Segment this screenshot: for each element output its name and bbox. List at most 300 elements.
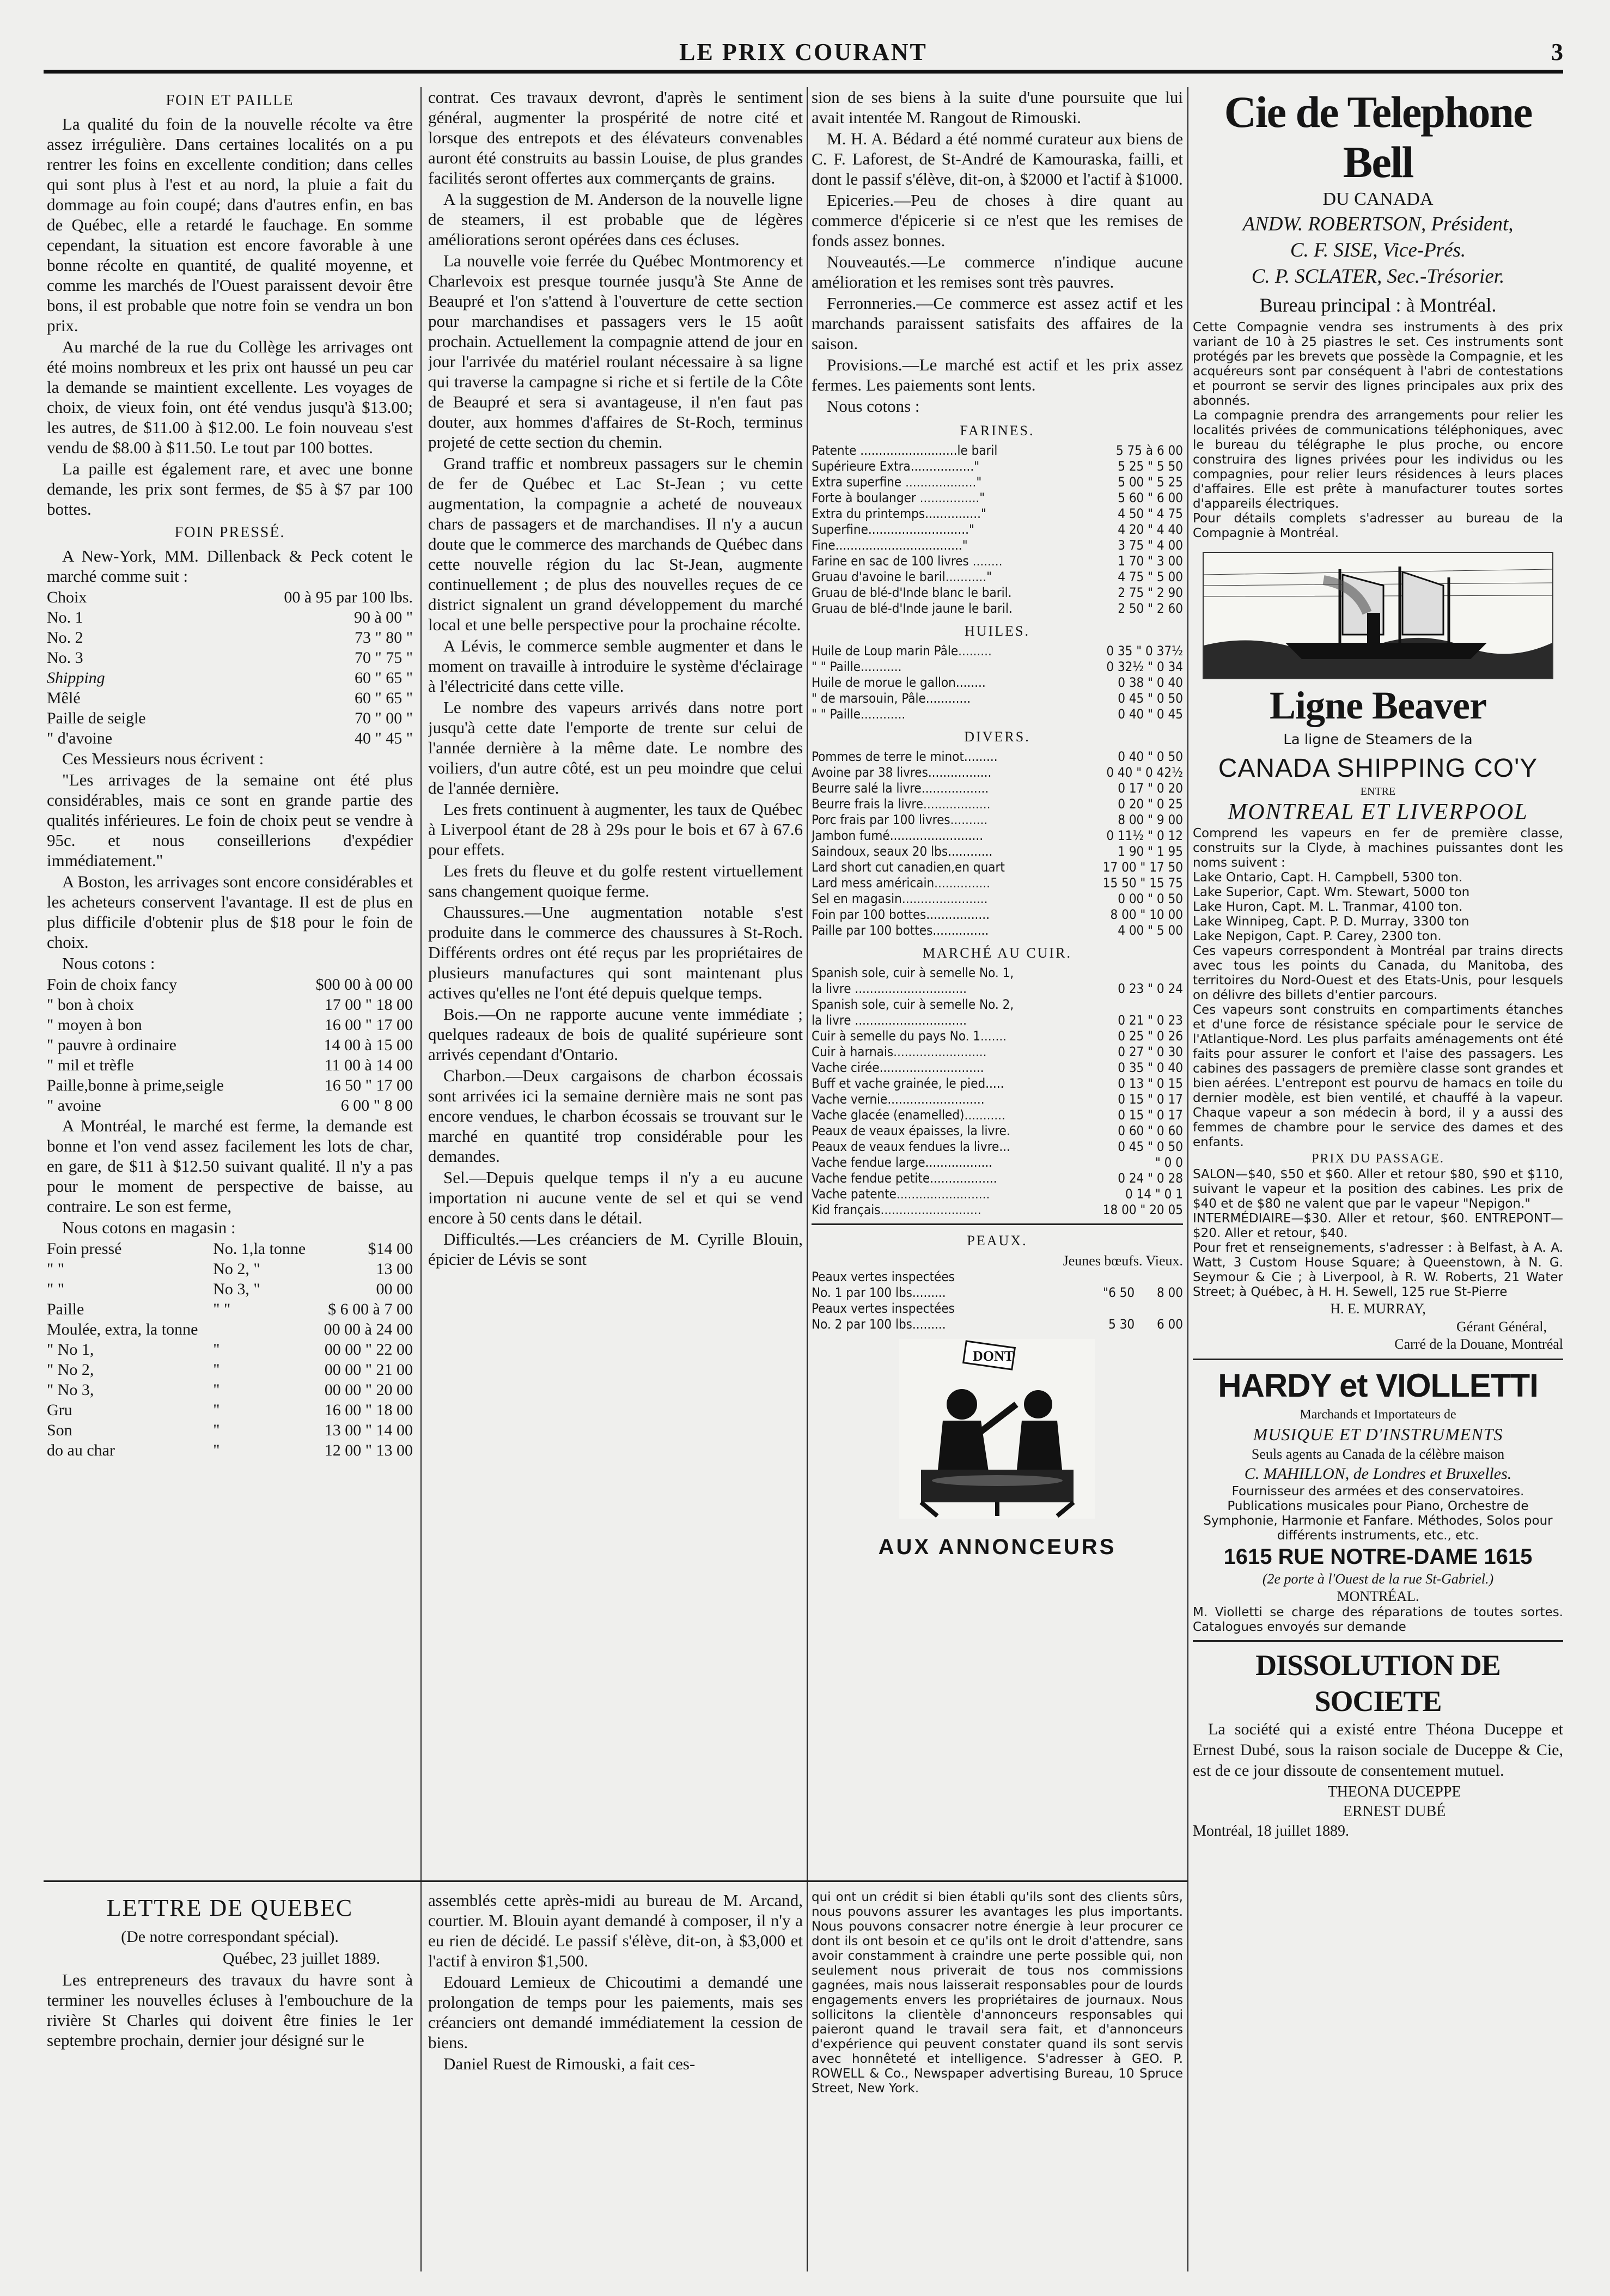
- paragraph: Daniel Ruest de Rimouski, a fait ces-: [443, 2054, 696, 2073]
- paragraph: A New-York, MM. Dillenback & Peck cotent le marché comme suit :: [47, 546, 413, 586]
- table-cell: Avoine par 38 livres.................: [812, 765, 992, 780]
- table-cell: 0 20 " 0 25: [1118, 796, 1183, 812]
- ship-list-item: Lake Nepigon, Capt. P. Carey, 2300 ton.: [1193, 929, 1442, 943]
- section-heading: PRIX DU PASSAGE.: [1312, 1152, 1444, 1166]
- table-cell: 16 00 " 18 00: [324, 1401, 413, 1419]
- table-cell: Huile de morue le gallon........: [812, 675, 986, 690]
- table-row: [812, 1092, 1183, 1107]
- paragraph: A Montréal, le marché est ferme, la demande est bonne et l'on vend assez facilement les lots de char, en gare, de $11 à $12.50 suivant qualité. Il n'y a pas pour le moment de perspective de baisse, au contraire. Le son est ferme,: [47, 1116, 413, 1216]
- paragraph: "Les arrivages de la semaine ont été plus considérables, mais ce sont en grande partie des qualités inférieures. Le foin de choix peut se vendre à 95c. et nous conseillerions d'expédier immédiatement.": [47, 770, 413, 870]
- table-cell: Porc frais par 100 livres..........: [812, 812, 988, 827]
- table-cell: Cuir à semelle du pays No. 1.......: [812, 1028, 1007, 1044]
- ship-list-item: Lake Superior, Capt. Wm. Stewart, 5000 ton: [1193, 885, 1470, 899]
- table-cell: [1076, 1269, 1135, 1285]
- paragraph: M. H. A. Bédard a été nommé curateur aux biens de C. F. Laforest, de St-André de Kamouraska, failli, et dont le passif s'élève, dit-on, à $2000 et l'actif à $1000.: [812, 129, 1183, 188]
- paragraph: Nouveautés.—Le commerce n'indique aucune amélioration et les remises sont très pauvres.: [812, 252, 1183, 291]
- table-cell: 3 75 " 4 00: [1118, 538, 1183, 553]
- table-cell: Vache cirée............................: [812, 1060, 984, 1075]
- lettre-subtitle: (De notre correspondant spécial).: [121, 1928, 339, 1946]
- table-cell: 0 17 " 0 20: [1118, 781, 1183, 796]
- hardy-porte: (2e porte à l'Ouest de la rue St-Gabriel.): [1262, 1571, 1494, 1587]
- table-cell: 2 75 " 2 90: [1118, 585, 1183, 600]
- table-cell: [1135, 1269, 1183, 1285]
- table-row: [812, 812, 1183, 828]
- table-cell: Huile de Loup marin Pâle.........: [812, 643, 992, 659]
- section-heading: HUILES.: [965, 623, 1030, 639]
- paragraph: Nous cotons en magasin :: [62, 1218, 236, 1237]
- table-row: [47, 587, 413, 607]
- paragraph: La qualité du foin de la nouvelle récolte va être assez irrégulière. Dans certaines localités on a pu rentrer les foins en excellente condition; dans celles qui sont plus à l'est et au nord, la pluie a fait du dommage au foin coupé; dans d'autres enfin, en bas de Québec, elle a retardé le fauchage. En somme cependant, la situation est encore favorable à une bonne récolte en quantité, de qualité moyenne, et comme les marchés de l'Ouest paraissent devoir être bons, il est probable que notre foin se vendra un bon prix.: [47, 114, 413, 335]
- price-table-farines: [812, 443, 1183, 617]
- hardy-subtitle: MUSIQUE ET D'INSTRUMENTS: [1253, 1424, 1503, 1444]
- table-row: [812, 844, 1183, 860]
- table-cell: ": [213, 1341, 220, 1359]
- table-row: [812, 538, 1183, 553]
- table-cell: Peaux vertes inspectées: [812, 1301, 955, 1316]
- table-cell: Vache glacée (enamelled)...........: [812, 1107, 1005, 1123]
- table-cell: Mêlé: [47, 689, 81, 707]
- bell-telephone-title: Cie de Telephone Bell: [1224, 87, 1532, 187]
- column-foin-et-paille: [47, 87, 413, 1857]
- table-cell: Peaux de veaux épaisses, la livre.: [812, 1123, 1010, 1138]
- table-row: [812, 875, 1183, 891]
- officer-line: C. P. SCLATER, Sec.-Trésorier.: [1251, 265, 1505, 288]
- table-cell: [1076, 1301, 1135, 1317]
- table-row: [47, 1339, 413, 1360]
- table-cell: Spanish sole, cuir à semelle No. 1,: [812, 965, 1014, 980]
- lettre-date: Québec, 23 juillet 1889.: [222, 1950, 380, 1968]
- table-cell: [1135, 1301, 1183, 1317]
- table-cell: " ": [47, 1260, 64, 1278]
- table-cell: No. 1: [47, 608, 83, 626]
- officer-line: ANDW. ROBERTSON, Président,: [1242, 213, 1514, 235]
- table-cell: 6 00 " 8 00: [340, 1097, 413, 1114]
- table-cell: [1077, 997, 1183, 1013]
- table-cell: 0 35 " 0 37½: [1106, 643, 1183, 659]
- bureau-line: Bureau principal : à Montréal.: [1259, 294, 1497, 316]
- table-cell: Farine en sac de 100 livres ........: [812, 553, 1003, 569]
- table-cell: Forte à boulanger ................": [812, 490, 985, 506]
- table-cell: Paille de seigle: [47, 709, 146, 727]
- table-row: [47, 1015, 413, 1035]
- annonceurs-heading: AUX ANNONCEURS: [878, 1535, 1117, 1559]
- table-cell: 0 00 " 0 50: [1118, 891, 1183, 906]
- table-cell: 0 40 " 0 45: [1118, 707, 1183, 722]
- table-row: [812, 506, 1183, 522]
- table-cell: Patente ..........................le baril: [812, 443, 998, 458]
- table-cell: Vache patente.........................: [812, 1186, 990, 1202]
- table-cell: 8 00 " 10 00: [1110, 907, 1183, 922]
- table-row: [812, 1285, 1183, 1301]
- table-cell: ": [213, 1441, 220, 1459]
- paragraph: Cette Compagnie vendra ses instruments à des prix variant de 10 à 25 piastres le set. Ces instruments sont protégés par les brevets que possède la Compagnie, et les acquéreurs sont par conséquent à l'abri de contestations et pourront se servir des lignes principales aux prix des abonnés.: [1193, 320, 1563, 408]
- table-cell: 0 24 " 0 28: [1118, 1171, 1183, 1186]
- table-cell: " avoine: [47, 1097, 101, 1114]
- table-cell: " " Paille...........: [812, 659, 902, 674]
- table-row: [47, 1380, 413, 1400]
- table-row: [47, 728, 413, 748]
- column-commerce-news: [428, 87, 803, 1857]
- table-cell: Foin par 100 bottes.................: [812, 907, 990, 922]
- table-row: [47, 648, 413, 668]
- table-cell: 4 00 " 5 00: [1118, 923, 1183, 938]
- table-cell: 60 " 65 ": [355, 669, 413, 687]
- table-row: [812, 1060, 1183, 1076]
- paragraph: La nouvelle voie ferrée du Québec Montmorency et Charlevoix est presque tournée jusqu'à Ste Anne de Beaupré et l'on s'attend à l'ouverture de cette section pour marchandises et passagers vers le 15 août prochain. Actuellement la compagnie attend de jour en jour l'arrivée du matériel roulant nécessaire à sa ligne qui traverse la campagne si riche et si fertile de la Côte de Beaupré et sera si avantageuse, il n'en faut pas douter, aux hommes d'affaires de St-Roch, terminus projeté de cette section du chemin.: [428, 251, 803, 452]
- table-cell: Foin pressé: [47, 1240, 122, 1258]
- entre-label: ENTRE: [1360, 785, 1396, 797]
- table-row: [812, 749, 1183, 765]
- table-cell: No 3, ": [213, 1280, 260, 1298]
- table-cell: 4 75 " 5 00: [1118, 569, 1183, 584]
- table-row: [47, 1440, 413, 1460]
- table-row: [812, 997, 1183, 1013]
- table-row: [812, 765, 1183, 781]
- table-cell: 0 45 " 0 50: [1118, 1139, 1183, 1154]
- paragraph: Sel.—Depuis quelque temps il n'y a eu aucune importation ni aucune vente de sel et qui se vend encore à 50 cents dans le détail.: [428, 1168, 803, 1227]
- table-cell: 0 32½ " 0 34: [1106, 659, 1183, 674]
- paragraph: Difficultés.—Les créanciers de M. Cyrille Blouin, épicier de Lévis se sont: [428, 1229, 803, 1269]
- table-row: [812, 1155, 1183, 1171]
- table-row: [47, 1239, 413, 1259]
- bell-subtitle: DU CANADA: [1322, 189, 1434, 209]
- divider: [1193, 1359, 1563, 1360]
- paragraph: Les entrepreneurs des travaux du havre sont à terminer les nouvelles écluses à l'embouchure de la rivière St Charles qui doivent être finies le 1er septembre prochain, dernier jour désigné sur le: [47, 1970, 413, 2050]
- lettre-title: LETTRE DE QUEBEC: [106, 1895, 353, 1921]
- table-row: [812, 459, 1183, 474]
- table-cell: Paille,bonne à prime,seigle: [47, 1076, 224, 1094]
- table-cell: " d'avoine: [47, 729, 113, 747]
- table-row: [47, 1360, 413, 1380]
- paragraph: sion de ses biens à la suite d'une poursuite que lui avait intentée M. Rangout de Rimouski.: [812, 88, 1183, 127]
- table-cell: 0 15 " 0 17: [1118, 1092, 1183, 1107]
- table-row: [812, 1076, 1183, 1092]
- table-cell: 0 38 " 0 40: [1118, 675, 1183, 690]
- table-cell: ": [213, 1381, 220, 1399]
- table-cell: 0 11½ " 0 12: [1106, 828, 1183, 843]
- table-row: [812, 659, 1183, 675]
- table-cell: Son: [47, 1421, 72, 1439]
- paragraph: La société qui a existé entre Théona Duceppe et Ernest Dubé, sous la raison sociale de Duceppe & Cie, est de ce jour dissoute de consentement mutuel.: [1193, 1720, 1563, 1780]
- section-heading: MARCHÉ AU CUIR.: [923, 945, 1072, 961]
- table-cell: No. 2: [47, 629, 83, 647]
- table-cell: 11 00 à 14 00: [324, 1056, 413, 1074]
- table-row: [812, 691, 1183, 707]
- paragraph: Le nombre des vapeurs arrivés dans notre port jusqu'à cette date l'emporte de trente sur celui de l'année dernière à la même date. Le nombre des voiliers, d'un autre côté, est un peu moindre que celui de l'année dernière.: [428, 698, 803, 797]
- table-row: [47, 668, 413, 688]
- table-cell: Buff et vache grainée, le pied.....: [812, 1076, 1004, 1091]
- table-cell: Gruau de blé-d'Inde jaune le baril.: [812, 601, 1013, 616]
- table-cell: Jambon fumé.........................: [812, 828, 984, 843]
- paragraph: A la suggestion de M. Anderson de la nouvelle ligne de steamers, il est probable que de légères améliorations seront opérées dans ces écluses.: [428, 190, 803, 249]
- paragraph: La paille est également rare, et avec une bonne demande, les prix sont fermes, de $5 à $7 par 100 bottes.: [47, 459, 413, 519]
- table-row: [812, 443, 1183, 459]
- price-table-cuir: [812, 965, 1183, 1218]
- beaver-line-title: Ligne Beaver: [1270, 684, 1486, 727]
- murray-name: H. E. MURRAY,: [1330, 1301, 1426, 1317]
- table-row: [812, 474, 1183, 490]
- table-cell: Spanish sole, cuir à semelle No. 2,: [812, 997, 1014, 1012]
- paragraph: Nous cotons :: [827, 397, 920, 416]
- section-heading: FOIN ET PAILLE: [166, 92, 294, 109]
- table-cell: Paille par 100 bottes...............: [812, 923, 989, 938]
- lettre-de-quebec: [47, 1890, 413, 2271]
- hardy-subtitle: Marchands et Importateurs de: [1300, 1408, 1456, 1422]
- table-cell: ": [213, 1361, 220, 1379]
- ship-list-item: Lake Huron, Capt. M. L. Tranmar, 4100 ton.: [1193, 900, 1463, 914]
- hardy-address: 1615 RUE NOTRE-DAME 1615: [1223, 1545, 1533, 1569]
- table-cell: 2 50 " 2 60: [1118, 601, 1183, 616]
- price-table-boston: [47, 975, 413, 1116]
- table-cell: 00 00 " 21 00: [324, 1361, 413, 1379]
- bottom-col2: [428, 1890, 803, 2271]
- table-cell: No. 1 par 100 lbs.........: [812, 1285, 946, 1300]
- table-cell: Superfine...........................": [812, 522, 974, 537]
- page-number: 3: [1551, 39, 1563, 65]
- table-cell: 8 00: [1156, 1285, 1183, 1300]
- table-cell: 5 30: [1108, 1317, 1135, 1332]
- paragraph: A Lévis, le commerce semble augmenter et dans le moment on travaille à introduire le système d'éclairage à l'électricité dans cette ville.: [428, 636, 803, 696]
- murray-address: Carré de la Douane, Montréal: [1394, 1336, 1563, 1352]
- table-cell: Saindoux, seaux 20 lbs............: [812, 844, 993, 859]
- table-row: [812, 923, 1183, 939]
- table-header: Jeunes bœufs. Vieux.: [1063, 1253, 1183, 1269]
- table-row: [812, 781, 1183, 796]
- table-cell: 14 00 à 15 00: [324, 1036, 413, 1054]
- table-cell: 0 60 " 0 60: [1118, 1123, 1183, 1138]
- table-row: [812, 1028, 1183, 1044]
- table-cell: Fine..................................": [812, 538, 968, 553]
- table-row: [812, 796, 1183, 812]
- table-cell: 18 00 " 20 05: [1102, 1202, 1183, 1217]
- table-cell: $14 00: [368, 1240, 413, 1258]
- table-cell: Vache vernie..........................: [812, 1092, 985, 1107]
- table-cell: 0 40 " 0 42½: [1106, 765, 1183, 780]
- table-cell: " 0 0: [1155, 1155, 1183, 1170]
- hardy-city: MONTRÉAL.: [1337, 1588, 1419, 1604]
- paragraph: A Boston, les arrivages sont encore considérables et les acheteurs conservent l'avantage. Il est de plus en plus difficile d'obtenir plus de $18 pour le foin de choix.: [47, 872, 413, 952]
- paragraph: Ces Messieurs nous écrivent :: [62, 749, 264, 768]
- table-cell: $ 6 00 à 7 00: [328, 1300, 413, 1318]
- officer-line: C. F. SISE, Vice-Prés.: [1290, 239, 1466, 261]
- table-row: [812, 569, 1183, 585]
- table-row: [812, 1171, 1183, 1186]
- paragraph: INTERMÉDIAIRE—$30. Aller et retour, $60. ENTREPONT—$20. Aller et retour, $40.: [1193, 1211, 1563, 1240]
- table-cell: $00 00 à 00 00: [315, 976, 413, 994]
- paragraph: contrat. Ces travaux devront, d'après le sentiment général, augmenter la prospérité de notre cité et lorsque des entrepots et des élévateurs convenables auront été construits au bassin Louise, de plus grandes facilités seront offertes aux commerçants de grains.: [428, 88, 803, 187]
- table-row: [47, 1095, 413, 1116]
- paragraph: assemblés cette après-midi au bureau de M. Arcand, courtier. M. Blouin ayant demandé à composer, il n'y a eu rien de décidé. Le passif s'élève, dit-on, à $3,000 et l'actif à environ $1,500.: [428, 1891, 803, 1970]
- paragraph: Bois.—On ne rapporte aucune vente immédiate ; quelques radeaux de bois de qualité supérieure sont arrivés cependant d'Ontario.: [428, 1004, 803, 1064]
- paragraph: La compagnie prendra des arrangements pour relier les localités privées de communications téléphoniques, avec le bureau du télégraphe le plus proche, ou encore construira des lignes privées pour les individus ou les compagnies, pour relier leurs résidences à leurs places d'affaires. Elle est prête à manufacturer toutes sortes d'appareils électriques.: [1193, 409, 1563, 511]
- table-row: [812, 1186, 1183, 1202]
- table-cell: Foin de choix fancy: [47, 976, 178, 994]
- paragraph: Edouard Lemieux de Chicoutimi a demandé une prolongation de temps pour les paiements, mais ses créanciers ont demandé immédiatement la cession de biens.: [428, 1972, 803, 2052]
- table-cell: 5 75 à 6 00: [1115, 443, 1183, 458]
- table-cell: 13 00 " 14 00: [324, 1421, 413, 1439]
- table-cell: 0 25 " 0 26: [1118, 1028, 1183, 1044]
- paragraph: Nous cotons :: [62, 954, 155, 973]
- table-cell: 4 50 " 4 75: [1118, 506, 1183, 521]
- price-table-new-york: [47, 587, 413, 748]
- divider: [812, 1223, 1183, 1225]
- dissolution-title: DISSOLUTION DE SOCIETE: [1255, 1649, 1501, 1718]
- route-title: MONTREAL ET LIVERPOOL: [1228, 800, 1528, 825]
- table-cell: 5 00 " 5 25: [1118, 474, 1183, 490]
- signature: ERNEST DUBÉ: [1343, 1803, 1446, 1820]
- paragraph: Comprend les vapeurs en fer de première classe, construits sur la Clyde, à machines puissantes dont les noms suivent :: [1193, 826, 1563, 870]
- paragraph: Pour fret et renseignements, s'adresser : à Belfast, à A. A. Watt, 3 Custom House Square; à Queenstown, à N. G. Seymour & Cie ; à Liverpool, à R. W. Roberts, 21 Water Street; à Québec, à H. H. Sewell, 125 rue St-Pierre: [1193, 1241, 1563, 1299]
- table-row: [812, 553, 1183, 569]
- table-row: [47, 708, 413, 728]
- table-row: [812, 601, 1183, 617]
- table-row: [812, 981, 1183, 997]
- table-cell: [213, 1319, 315, 1339]
- paragraph: Epiceries.—Peu de choses à dire quant au commerce d'épicerie si ce n'est que les remises de fonds assez bonnes.: [812, 191, 1183, 250]
- table-row: [47, 1279, 413, 1299]
- table-row: [47, 1400, 413, 1420]
- table-cell: 90 à 00 ": [353, 608, 413, 626]
- table-row: [47, 1420, 413, 1440]
- table-row: [47, 1075, 413, 1095]
- section-heading: PEAUX.: [967, 1233, 1028, 1249]
- table-cell: 70 " 00 ": [355, 709, 413, 727]
- table-row: [812, 675, 1183, 691]
- murray-title: Gérant Général,: [1456, 1319, 1547, 1335]
- table-cell: No 2, ": [213, 1260, 260, 1278]
- paragraph: Provisions.—Le marché est actif et les prix assez fermes. Les paiements sont lents.: [812, 355, 1183, 394]
- table-cell: 12 00 " 13 00: [324, 1441, 413, 1459]
- table-cell: ": [213, 1421, 220, 1439]
- table-cell: 73 " 80 ": [355, 629, 413, 647]
- table-cell: " " Paille............: [812, 707, 906, 722]
- table-cell: 13 00: [376, 1260, 413, 1278]
- table-cell: " bon à choix: [47, 996, 134, 1014]
- table-cell: 15 50 " 15 75: [1102, 875, 1183, 891]
- newspaper-title: LE PRIX COURANT: [679, 39, 928, 65]
- table-cell: No. 2 par 100 lbs.........: [812, 1317, 946, 1332]
- paragraph: Grand traffic et nombreux passagers sur le chemin de fer de Québec et Lac St-Jean ; vu cette augmentation, la compagnie a acheté de nouveaux chars de passagers et de marchandises. Il n'y a aucun doute que le commerce des marchands de Québec dans cette nouvelle région du lac St-Jean, augmente continuellement ; de plus des nouvelles reçues de ce district signalent un grand développement du marché local et une belle perspective pour la prochaine récolte.: [428, 454, 803, 634]
- table-row: [812, 965, 1183, 981]
- table-row: [812, 522, 1183, 538]
- table-cell: 0 21 " 0 23: [1118, 1013, 1183, 1028]
- table-cell: " ": [47, 1280, 64, 1298]
- table-row: [47, 607, 413, 628]
- table-cell: 00 00: [376, 1280, 413, 1298]
- advertisers-cartoon-icon: [899, 1339, 1095, 1535]
- table-cell: Vache fendue petite..................: [812, 1171, 997, 1186]
- paragraph: M. Violletti se charge des réparations de toutes sortes. Catalogues envoyés sur demande: [1193, 1605, 1563, 1634]
- table-cell: 17 00 " 17 50: [1102, 860, 1183, 875]
- table-cell: Paille: [47, 1300, 84, 1318]
- table-row: [47, 1259, 413, 1279]
- table-row: [812, 907, 1183, 923]
- table-row: [812, 585, 1183, 601]
- table-cell: Gruau d'avoine le baril...........": [812, 569, 992, 584]
- table-cell: Gru: [47, 1401, 72, 1419]
- table-cell: Kid français...........................: [812, 1202, 981, 1217]
- divider: [1193, 1640, 1563, 1642]
- column-advertisements: [1193, 87, 1563, 2266]
- column-rule: [1187, 87, 1188, 2271]
- paragraph: Ces vapeurs sont construits en compartiments étanches et d'une force de résistance spéciale pour le service de l'Atlantique-Nord. Les plus parfaits aménagements ont été faits pour assurer le confort et l'aise des passagers. Les cabines des passagers de première classe sont grandes et bien aérées. L'entrepont est pourvu de hamacs en toile du dernier modèle, est bien ventilé, et chauffé à la vapeur. Chaque vapeur a son médecin à bord, il y a aussi des femmes de chambre pour le service des dames et des enfants.: [1193, 1003, 1563, 1149]
- beaver-line-subtitle: La ligne de Steamers de la: [1283, 732, 1473, 748]
- table-row: [47, 1035, 413, 1055]
- table-cell: 40 " 45 ": [355, 729, 413, 747]
- table-cell: 4 20 " 4 40: [1118, 522, 1183, 537]
- table-row: [812, 1107, 1183, 1123]
- table-cell: 00 à 95 par 100 lbs.: [284, 588, 413, 606]
- ship-engraving-icon: [1203, 552, 1553, 679]
- paragraph: Publications musicales pour Piano, Orchestre de Symphonie, Harmonie et Fanfare. Méthodes, Solos pour différents instruments, etc., etc.: [1203, 1499, 1553, 1543]
- paragraph: Les frets continuent à augmenter, les taux de Québec à Liverpool étant de 28 à 29s pour le bois et 67 à 67.6 pour effets.: [428, 800, 803, 859]
- price-table-huiles: [812, 643, 1183, 722]
- table-cell: 17 00 " 18 00: [324, 996, 413, 1014]
- aux-annonceurs: [812, 1890, 1183, 2271]
- table-row: [812, 1269, 1183, 1285]
- table-row: [47, 628, 413, 648]
- table-cell: 60 " 65 ": [355, 689, 413, 707]
- table-cell: Lard mess américain...............: [812, 875, 990, 891]
- table-cell: 5 60 " 6 00: [1118, 490, 1183, 506]
- table-row: [47, 995, 413, 1015]
- paragraph: Ces vapeurs correspondent à Montréal par trains directs avec tous les points du Canada, du Manitoba, des territoires du Nord-Ouest et des Etats-Unis, pour lesquels on délivre des billets d'entier parcours.: [1193, 944, 1563, 1002]
- table-row: [812, 1123, 1183, 1139]
- section-heading: FOIN PRESSÉ.: [174, 524, 285, 541]
- table-cell: [1077, 965, 1183, 981]
- section-heading: FARINES.: [960, 423, 1035, 439]
- paragraph: Au marché de la rue du Collège les arrivages ont été moins nombreux et les prix ont haussé un peu car la demande se maintient excellente. Les voyages de choix, de vieux foin, ont été vendus jusqu'à $13.00; les autres, de $11.00 à $12.00. Le foin nouveau s'est vendu de $8.00 à $11.50. Le tout par 100 bottes.: [47, 337, 413, 457]
- table-cell: 1 90 " 1 95: [1118, 844, 1183, 859]
- table-row: [812, 1013, 1183, 1028]
- paragraph: qui ont un crédit si bien établi qu'ils sont des clients sûrs, nous pouvons assurer les avantages les plus importants. Nous pouvons consacrer notre énergie à leur procurer ce dont ils ont besoin et ce qu'ils ont le droit d'attendre, sans avoir constamment à craindre une perte possible qui, non seulement nous priverait de tous nos commissions gagnées, mais nous laisserait responsables pour de lourds engagements envers les propriétaires de journaux. Nous sollicitons la clientèle d'annonceurs responsables qui paieront quand le travail sera fait, et d'annonceurs d'expérience qui peuvent constater quand ils sont servis avec honnêteté et intelligence. S'adresser à GEO. P. ROWELL & Co., Newspaper advertising Bureau, 10 Spruce Street, New York.: [812, 1890, 1183, 2096]
- table-row: [47, 688, 413, 708]
- table-cell: "6 50: [1103, 1285, 1135, 1300]
- table-cell: Extra superfine ...................": [812, 474, 982, 490]
- paragraph: SALON—$40, $50 et $60. Aller et retour $80, $90 et $110, suivant le vapeur et la position des cabines. Les prix de $40 et de $80 ne valent que par le vapeur "Nepigon.": [1193, 1167, 1563, 1211]
- table-row: [812, 707, 1183, 722]
- table-cell: 6 00: [1156, 1317, 1183, 1332]
- price-table-peaux: [812, 1269, 1183, 1332]
- canada-shipping-title: CANADA SHIPPING CO'Y: [1218, 754, 1538, 783]
- table-row: [812, 1301, 1183, 1317]
- table-cell: 1 70 " 3 00: [1118, 553, 1183, 569]
- table-cell: Beurre frais la livre..................: [812, 796, 991, 812]
- table-cell: Peaux de veaux fendues la livre...: [812, 1139, 1010, 1154]
- table-cell: 0 40 " 0 50: [1118, 749, 1183, 764]
- table-row: [47, 975, 413, 995]
- paragraph: Chaussures.—Une augmentation notable s'est produite dans le commerce des chaussures à St-Roch. Différents ordres ont été reçus par les propriétaires de plusieurs manufactures qui sont maintenant plus actives qu'elles ne l'ont été depuis quelque temps.: [428, 903, 803, 1002]
- table-row: [812, 490, 1183, 506]
- hardy-violletti-title: HARDY et VIOLLETTI: [1218, 1367, 1538, 1404]
- ship-list-item: Lake Ontario, Capt. H. Campbell, 5300 ton.: [1193, 870, 1463, 885]
- table-cell: Vache fendue large..................: [812, 1155, 993, 1170]
- table-cell: " No 2,: [47, 1361, 94, 1379]
- table-cell: No. 3: [47, 649, 83, 667]
- paragraph: Charbon.—Deux cargaisons de charbon écossais sont arrivées ici la semaine dernière mais ne sont pas encore vendues, le charbon écossais se trouvant sur le marché en quantité trop considérable pour les demandes.: [428, 1066, 803, 1166]
- table-row: [812, 828, 1183, 844]
- table-row: [812, 1139, 1183, 1155]
- table-cell: Extra du printemps...............": [812, 506, 986, 521]
- table-cell: " No 1,: [47, 1341, 94, 1359]
- signature-date: Montréal, 18 juillet 1889.: [1193, 1823, 1349, 1840]
- table-row: [812, 1044, 1183, 1060]
- table-cell: 0 27 " 0 30: [1118, 1044, 1183, 1059]
- ship-list-item: Lake Winnipeg, Capt. P. D. Murray, 3300 ton: [1193, 915, 1469, 929]
- table-cell: 00 00 à 24 00: [324, 1320, 413, 1338]
- table-cell: Pommes de terre le minot.........: [812, 749, 998, 764]
- paragraph: Ferronneries.—Ce commerce est assez actif et les marchands paraissent satisfaits des affaires de la saison.: [812, 294, 1183, 353]
